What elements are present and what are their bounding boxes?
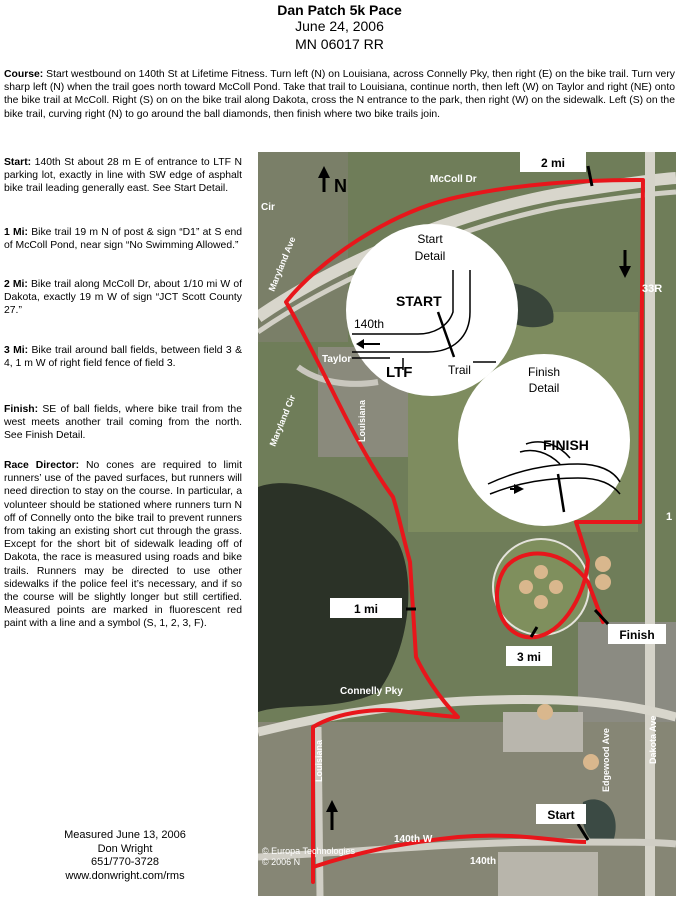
measurer-name: Don Wright — [97, 842, 153, 855]
start-detail — [346, 224, 518, 396]
mile3-text: Bike trail around ball fields, between field 3 & 4, 1 m W of right field fence of field 3. — [4, 345, 242, 370]
director-description — [4, 459, 242, 631]
north-label: N — [334, 176, 347, 196]
extra-diamond-2 — [595, 574, 611, 590]
measured-date: Measured June 13, 2006 — [64, 829, 186, 841]
start-detail-trail: Trail — [448, 363, 471, 377]
road-label-dakota: Dakota Ave — [648, 715, 658, 764]
mile1-description — [4, 226, 242, 252]
copyright-2: © 2006 N — [262, 857, 301, 867]
director-text: No cones are required to limit runners’ use of the paved surfaces, but runners will need direction to stay on the course. In particular, a volunteer should be stationed where runners turn N off of Connelly onto the bike trail to prevent runners from taking an existing short cut through the grass. Except for the short bit of sidewalk leading off of Dakota, the race is measured using roads and bike trails. Runners may be directed to use other sidewalks if the police feel it’s necessary, and if so the course will be slightly longer but still certified. Measured points are marked in fluorescent red paint with a line and a symbol (S, 1, 2, 3, F). — [4, 460, 243, 630]
measurer-phone: 651/770-3728 — [91, 856, 159, 868]
mile1-label: 1 Mi: — [4, 227, 29, 238]
road-label-140th-w: 140th W — [394, 834, 433, 845]
mile1-text: Bike trail 19 m N of post & sign “D1” at S end of McColl Pond, near sign “No Swimming Allowed.” — [4, 227, 243, 252]
finish-label: Finish: — [4, 404, 39, 415]
mile2-description — [4, 278, 242, 318]
road-label-taylor: Taylor — [322, 354, 352, 365]
page-title: Dan Patch 5k Pace — [277, 2, 402, 18]
start-detail-title1: Start — [417, 232, 443, 246]
road-label-33r: 33R — [642, 283, 663, 295]
start-label: Start — [547, 808, 575, 822]
finish-detail-finish: FINISH — [543, 437, 589, 453]
mi1-label: 1 mi — [353, 602, 379, 616]
road-label-louisiana-top: Louisiana — [357, 399, 367, 442]
start-detail-start: START — [396, 293, 442, 309]
measurer-info — [30, 829, 220, 883]
road-label-cir: Cir — [261, 202, 275, 213]
mile3-description — [4, 344, 242, 370]
road-label-maryland-ave: Maryland Ave — [266, 235, 298, 293]
start-detail-street: 140th — [354, 317, 385, 331]
course-description — [4, 68, 675, 121]
road-label-connelly: Connelly Pky — [340, 686, 403, 697]
infield-e — [549, 580, 563, 594]
infield-n — [534, 565, 548, 579]
start-label: Start: — [4, 157, 32, 168]
finish-detail-title2: Detail — [528, 381, 560, 395]
road-label-louisiana-bottom: Louisiana — [314, 739, 324, 782]
start-text: 140th St about 28 m E of entrance to LTF N parking lot, exactly in line with SW edge of asphalt bike trail leading generally east. See Start Detail. — [4, 157, 242, 195]
measurer-url: www.donwright.com/rms — [65, 869, 185, 882]
finish-description — [4, 403, 242, 443]
road-label-maryland-cir: Maryland Cir — [267, 393, 298, 448]
director-label: Race Director: — [4, 460, 80, 471]
road-label-mccoll: McColl Dr — [430, 174, 477, 185]
mile2-label: 2 Mi: — [4, 279, 28, 290]
mile3-label: 3 Mi: — [4, 345, 29, 356]
finish-text: SE of ball fields, where bike trail from the west meets another trail coming from the north. See Finish Detail. — [4, 404, 242, 442]
finish-detail-title1: Finish — [527, 365, 561, 379]
course-text: Start westbound on 140th St at Lifetime Fitness. Turn left (N) on Louisiana, across Connelly Pky, then right (E) on the bike trail. Turn very sharp left (N) when the trail goes north toward McColl Pond. Take that trail to Louisiana, continue north, then left (W) on Taylor and right (NE) onto the bike trail at McColl. Right (S) on on the bike trail along Dakota, cross the N entrance to the park, then right (W) on the sidewalk. Left (S) on the bike trail, curving right (N) to go around the ball diamonds, then finish where two bike trails join. — [4, 69, 675, 120]
ltf-building — [498, 852, 598, 896]
finish-label: Finish — [619, 628, 655, 642]
course-map — [258, 152, 676, 896]
certification-number: MN 06017 RR — [295, 36, 384, 52]
extra-diamond-1 — [595, 556, 611, 572]
start-detail-title2: Detail — [414, 249, 446, 263]
infield-w — [519, 580, 533, 594]
race-date: June 24, 2006 — [295, 18, 384, 34]
road-label-140th: 140th — [470, 856, 497, 867]
mi2-label: 2 mi — [540, 156, 566, 170]
road-label-1: 1 — [666, 511, 673, 523]
start-description — [4, 156, 242, 196]
extra-diamond-3 — [537, 704, 553, 720]
infield-s — [534, 595, 548, 609]
extra-diamond-4 — [583, 754, 599, 770]
course-label: Course: — [4, 69, 44, 80]
copyright-1: © Europa Technologies — [262, 846, 356, 856]
mile2-text: Bike trail along McColl Dr, about 1/10 mi W of Dakota, exactly 19 m W of sign “JCT Scott County 27.” — [4, 279, 243, 317]
road-label-edgewood: Edgewood Ave — [601, 728, 611, 792]
mi3-label: 3 mi — [516, 650, 542, 664]
start-detail-ltf: LTF — [386, 364, 413, 381]
finish-detail — [458, 354, 630, 526]
